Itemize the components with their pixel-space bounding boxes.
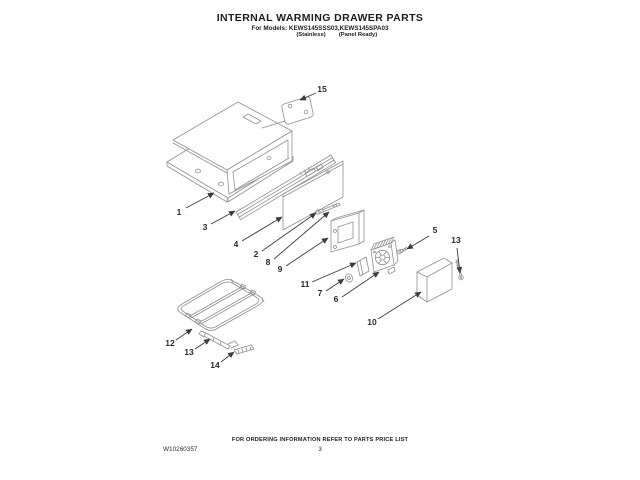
callout-6 [334,272,379,304]
callout-12 [165,329,192,348]
callout-10 [367,292,421,327]
callout-number: 11 [300,279,310,289]
callout-arrow [407,236,429,249]
callout-arrow [312,263,356,282]
callout-7 [318,279,344,298]
finish-label-panel-ready: (Panel Ready) [338,32,378,38]
models-line: For Models: KEWS145SSS03,KEWS145SPA03 [251,25,389,32]
callout-arrow [242,217,282,241]
callout-arrow [176,329,192,340]
callout-number: 13 [184,347,194,357]
callout-number: 1 [176,207,182,217]
callout-number: 9 [277,264,283,274]
part-screw-5 [397,247,408,254]
callout-14 [210,352,234,370]
callout-arrow [211,211,235,224]
callout-number: 5 [432,225,438,235]
part-wire-rack [178,279,264,331]
part-fan-bracket [331,210,364,252]
callout-number: 6 [333,294,339,304]
callout-number: 7 [317,288,323,298]
callout-number: 12 [165,338,175,348]
callout-number: 10 [367,317,377,327]
callout-3 [203,211,235,232]
callout-arrow [186,193,214,208]
page-title: INTERNAL WARMING DRAWER PARTS [216,12,424,24]
callout-4 [234,217,282,249]
part-spacer-plate [357,257,369,276]
callout-13 [451,235,461,273]
callout-number: 8 [265,257,271,267]
callout-arrow [286,238,328,266]
callout-arrow [378,292,421,319]
callout-number: 4 [233,239,239,249]
callout-number: 2 [253,249,259,259]
part-cover-bracket [417,258,452,302]
callout-number: 15 [317,84,327,94]
callout-13 [184,339,210,357]
callout-arrow [221,352,234,362]
page-number: 3 [318,446,322,453]
part-fan-assembly [371,237,398,274]
callout-9 [278,238,328,274]
part-rack-slide [199,331,238,349]
callout-number: 3 [202,222,208,232]
part-grommet [344,273,353,283]
callout-arrow [326,279,344,291]
finish-label-stainless: (Stainless) [296,32,326,38]
callout-arrow [195,339,210,349]
footer-ordering-note: FOR ORDERING INFORMATION REFER TO PARTS PRICE LIST [231,437,409,443]
callout-number: 13 [451,235,461,245]
callout-11 [301,263,357,289]
part-rack-clip [234,345,254,354]
callout-5 [407,225,438,249]
callout-number: 14 [210,360,220,370]
callout-1 [177,193,214,217]
document-number: W10260357 [163,446,198,453]
